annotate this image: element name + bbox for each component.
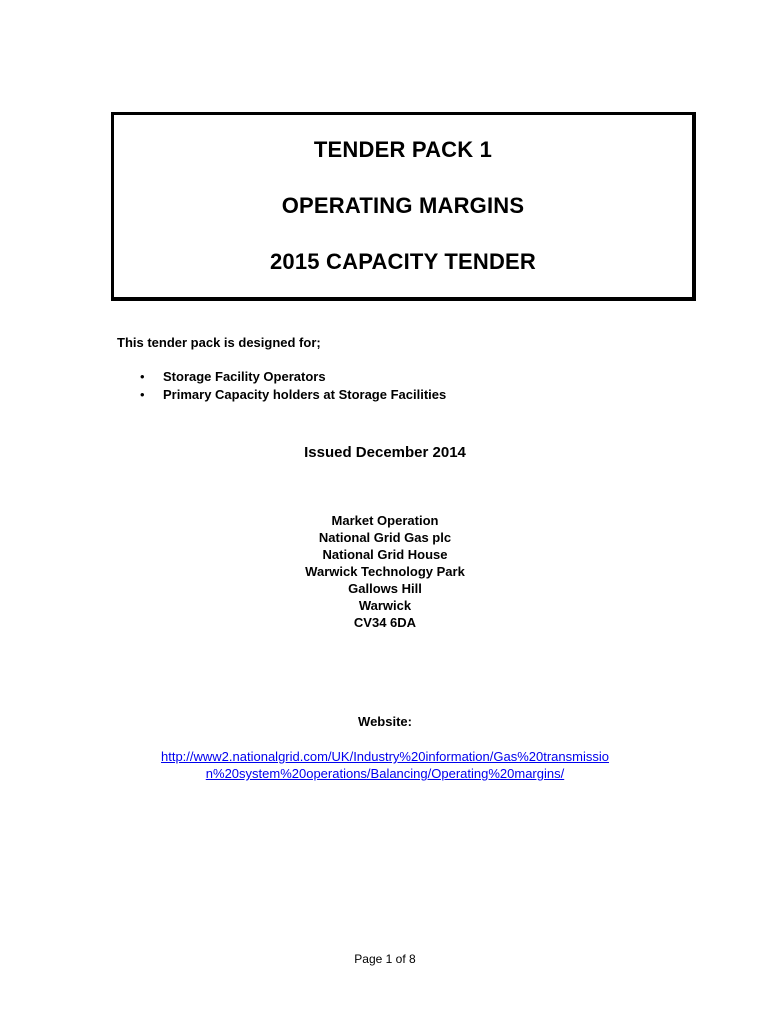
website-link-line-1[interactable]: http://www2.nationalgrid.com/UK/Industry%20information/Gas%20transmissio [161, 749, 609, 764]
website-link-line-2[interactable]: n%20system%20operations/Balancing/Operating%20margins/ [205, 766, 565, 781]
address-block [0, 512, 770, 631]
address-line: Warwick Technology Park [305, 564, 465, 579]
title-line-capacity-tender: 2015 CAPACITY TENDER [269, 249, 537, 274]
address-line: Gallows Hill [348, 581, 422, 596]
address-line: Warwick [358, 598, 412, 613]
bullet-icon: • [140, 387, 145, 402]
website-link-block [0, 748, 770, 782]
list-item-label: Primary Capacity holders at Storage Facilities [163, 387, 447, 402]
list-item [137, 386, 446, 404]
address-line: National Grid Gas plc [318, 530, 452, 545]
bullet-icon: • [140, 369, 145, 384]
address-line: National Grid House [322, 547, 448, 562]
audience-list [137, 368, 446, 404]
title-line-tender-pack: TENDER PACK 1 [313, 137, 493, 162]
website-label: Website: [358, 714, 412, 729]
title-box [111, 112, 696, 301]
address-line: Market Operation [331, 513, 439, 528]
title-line-operating-margins: OPERATING MARGINS [281, 193, 525, 218]
page-number: Page 1 of 8 [354, 952, 416, 966]
list-item [137, 368, 446, 386]
intro-text: This tender pack is designed for; [117, 335, 321, 350]
list-item-label: Storage Facility Operators [163, 369, 326, 384]
issued-date: Issued December 2014 [304, 444, 466, 461]
address-line: CV34 6DA [353, 615, 417, 630]
